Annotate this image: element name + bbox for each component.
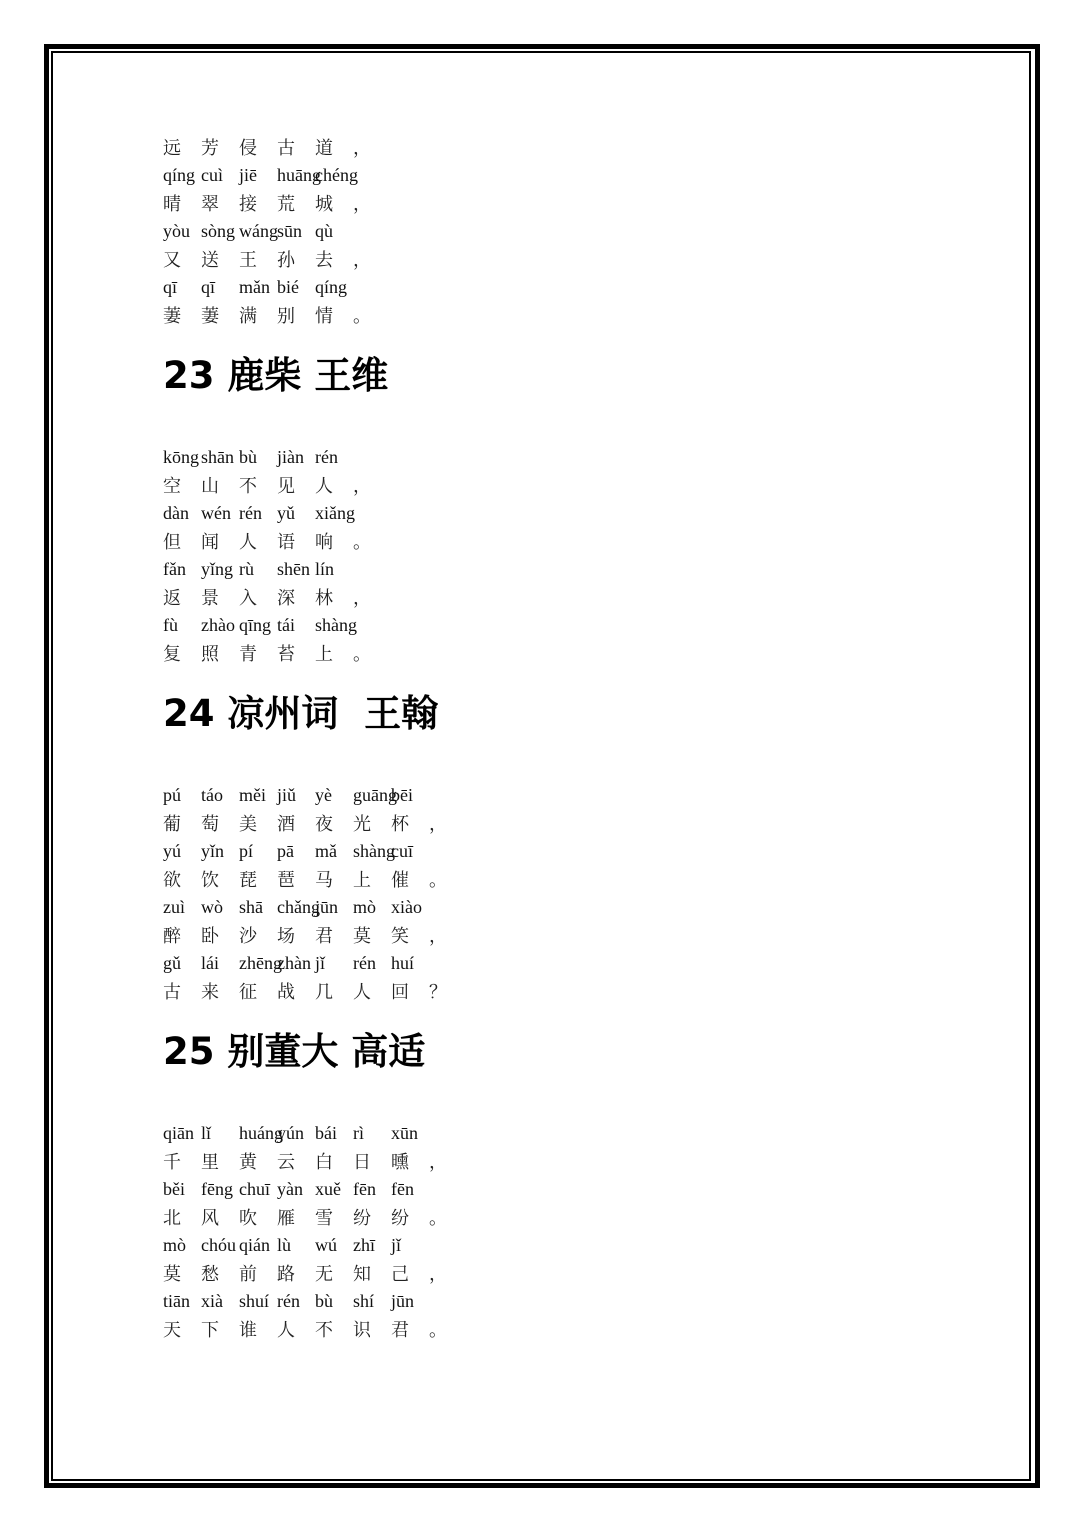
hanzi-char: 不 — [315, 1320, 333, 1341]
hanzi-char: 美 — [239, 814, 257, 835]
pinyin-line — [163, 555, 863, 583]
hanzi-char: 闻 — [201, 532, 219, 553]
hanzi-char: 北 — [163, 1208, 181, 1229]
pinyin-syllable: mǎn — [239, 276, 270, 297]
pinyin-syllable: chóu — [201, 1234, 236, 1255]
hanzi-line — [163, 583, 863, 611]
hanzi-char: ， — [429, 1264, 447, 1285]
pinyin-syllable: lù — [277, 1234, 292, 1255]
pinyin-syllable: guāng — [353, 784, 397, 805]
hanzi-line — [163, 977, 863, 1005]
pinyin-syllable: xià — [201, 1290, 223, 1311]
pinyin-syllable: wò — [201, 896, 223, 917]
pinyin-line — [163, 611, 863, 639]
hanzi-char: 但 — [163, 532, 181, 553]
pinyin-line — [163, 161, 863, 189]
hanzi-char: 林 — [315, 588, 333, 609]
hanzi-char: 战 — [277, 982, 295, 1003]
hanzi-char: 。 — [429, 1208, 447, 1229]
hanzi-char: 琵 — [239, 870, 257, 891]
pinyin-syllable: zhàn — [277, 952, 311, 973]
hanzi-char: 莫 — [163, 1264, 181, 1285]
hanzi-line — [163, 921, 863, 949]
hanzi-char: 照 — [201, 644, 219, 665]
pinyin-syllable: fù — [163, 614, 178, 635]
pinyin-syllable: sūn — [277, 220, 303, 241]
pinyin-syllable: qù — [315, 220, 333, 241]
pinyin-syllable: yǐn — [201, 840, 225, 861]
hanzi-char: 前 — [239, 1264, 257, 1285]
hanzi-char: 侵 — [239, 138, 257, 159]
hanzi-char: 愁 — [201, 1264, 219, 1285]
hanzi-char: 征 — [239, 982, 257, 1003]
hanzi-char: 醉 — [163, 926, 181, 947]
pinyin-syllable: qī — [163, 276, 178, 297]
pinyin-syllable: xiào — [391, 896, 422, 917]
hanzi-line — [163, 1259, 863, 1287]
hanzi-line — [163, 133, 863, 161]
hanzi-char: 接 — [239, 194, 257, 215]
hanzi-char: ， — [353, 250, 371, 271]
pinyin-line — [163, 781, 863, 809]
hanzi-char: ， — [429, 926, 447, 947]
hanzi-char: 。 — [353, 532, 371, 553]
pinyin-syllable: jūn — [391, 1290, 415, 1311]
hanzi-char: 古 — [163, 982, 181, 1003]
pinyin-syllable: rù — [239, 558, 254, 579]
poem-body — [163, 781, 863, 1005]
poem-title: 23 鹿柴 王维 — [163, 354, 389, 397]
hanzi-char: 黄 — [239, 1152, 257, 1173]
hanzi-char: 去 — [315, 250, 333, 271]
pinyin-syllable: fēn — [391, 1178, 414, 1199]
hanzi-char: 。 — [429, 870, 447, 891]
hanzi-line — [163, 809, 863, 837]
pinyin-line — [163, 499, 863, 527]
hanzi-char: 纷 — [353, 1208, 371, 1229]
hanzi-char: 君 — [315, 926, 333, 947]
hanzi-char: 光 — [353, 814, 371, 835]
hanzi-char: 沙 — [239, 926, 257, 947]
pinyin-syllable: zhēng — [239, 952, 282, 973]
hanzi-char: 云 — [277, 1152, 295, 1173]
hanzi-line — [163, 1315, 863, 1343]
hanzi-char: 返 — [163, 588, 181, 609]
pinyin-syllable: pā — [277, 840, 294, 861]
pinyin-syllable: jiē — [239, 164, 257, 185]
hanzi-char: 萋 — [201, 306, 219, 327]
pinyin-syllable: yú — [163, 840, 181, 861]
pinyin-syllable: kōng — [163, 446, 199, 467]
hanzi-char: 山 — [201, 476, 219, 497]
pinyin-syllable: měi — [239, 784, 266, 805]
pinyin-syllable: dàn — [163, 502, 189, 523]
hanzi-char: 琶 — [277, 870, 295, 891]
hanzi-line — [163, 527, 863, 555]
pinyin-syllable: chǎng — [277, 896, 320, 917]
pinyin-syllable: shàng — [315, 614, 357, 635]
poem-title: 25 别董大 高适 — [163, 1030, 426, 1073]
pinyin-syllable: yàn — [277, 1178, 303, 1199]
hanzi-char: 孙 — [277, 250, 295, 271]
hanzi-char: 送 — [201, 250, 219, 271]
pinyin-syllable: běi — [163, 1178, 185, 1199]
pinyin-syllable: xūn — [391, 1122, 418, 1143]
pinyin-line — [163, 217, 863, 245]
hanzi-char: 远 — [163, 138, 181, 159]
hanzi-char: 响 — [315, 532, 333, 553]
pinyin-syllable: jiǔ — [277, 784, 297, 805]
hanzi-char: 。 — [429, 1320, 447, 1341]
hanzi-char: 几 — [315, 982, 333, 1003]
pinyin-syllable: wén — [201, 502, 231, 523]
hanzi-char: 夜 — [315, 814, 333, 835]
hanzi-line — [163, 189, 863, 217]
pinyin-syllable: bù — [239, 446, 257, 467]
pinyin-syllable: jǐ — [315, 952, 326, 973]
hanzi-line — [163, 301, 863, 329]
pinyin-syllable: fēn — [353, 1178, 376, 1199]
pinyin-syllable: rén — [315, 446, 338, 467]
pinyin-syllable: lái — [201, 952, 219, 973]
hanzi-line — [163, 639, 863, 667]
pinyin-line — [163, 949, 863, 977]
pinyin-syllable: yè — [315, 784, 332, 805]
hanzi-char: 葡 — [163, 814, 181, 835]
pinyin-syllable: qī — [201, 276, 216, 297]
pinyin-syllable: shuí — [239, 1290, 270, 1311]
poem-body — [163, 443, 863, 667]
hanzi-char: 识 — [353, 1320, 371, 1341]
pinyin-syllable: táo — [201, 784, 223, 805]
hanzi-char: 入 — [239, 588, 257, 609]
pinyin-syllable: wáng — [239, 220, 278, 241]
hanzi-char: 无 — [315, 1264, 333, 1285]
hanzi-char: 翠 — [201, 194, 219, 215]
hanzi-char: 不 — [239, 476, 257, 497]
pinyin-syllable: wú — [315, 1234, 337, 1255]
hanzi-char: 谁 — [239, 1320, 257, 1341]
pinyin-syllable: rén — [353, 952, 376, 973]
pinyin-syllable: shí — [353, 1290, 375, 1311]
hanzi-char: 又 — [163, 250, 181, 271]
poem-content — [163, 133, 863, 1343]
pinyin-syllable: yún — [277, 1122, 304, 1143]
hanzi-char: 笑 — [391, 926, 409, 947]
hanzi-char: 萋 — [163, 306, 181, 327]
pinyin-line — [163, 1175, 863, 1203]
hanzi-char: 晴 — [163, 194, 181, 215]
hanzi-char: 白 — [315, 1152, 333, 1173]
pinyin-syllable: rén — [239, 502, 262, 523]
hanzi-char: 曛 — [391, 1152, 409, 1173]
hanzi-char: ， — [429, 814, 447, 835]
pinyin-syllable: qīng — [239, 614, 272, 635]
pinyin-syllable: pí — [239, 840, 254, 861]
hanzi-char: 天 — [163, 1320, 181, 1341]
pinyin-syllable: fǎn — [163, 558, 186, 579]
hanzi-char: ， — [353, 138, 371, 159]
pinyin-syllable: shān — [201, 446, 234, 467]
hanzi-line — [163, 1147, 863, 1175]
pinyin-syllable: cuì — [201, 164, 223, 185]
hanzi-char: 莫 — [353, 926, 371, 947]
poem-fragment — [163, 133, 863, 329]
hanzi-char: 苔 — [277, 644, 295, 665]
hanzi-char: 情 — [315, 306, 333, 327]
hanzi-char: 上 — [353, 870, 371, 891]
hanzi-char: 知 — [353, 1264, 371, 1285]
pinyin-line — [163, 273, 863, 301]
hanzi-char: ， — [353, 588, 371, 609]
pinyin-syllable: jiàn — [277, 446, 304, 467]
hanzi-char: 别 — [277, 306, 295, 327]
hanzi-char: 古 — [277, 138, 295, 159]
hanzi-char: 回 — [391, 982, 409, 1003]
pinyin-syllable: yòu — [163, 220, 190, 241]
pinyin-syllable: gǔ — [163, 952, 181, 973]
pinyin-syllable: tái — [277, 614, 295, 635]
pinyin-syllable: yǔ — [277, 502, 295, 523]
hanzi-char: 吹 — [239, 1208, 257, 1229]
pinyin-syllable: qíng — [315, 276, 348, 297]
hanzi-line — [163, 1203, 863, 1231]
pinyin-syllable: xuě — [315, 1178, 341, 1199]
pinyin-syllable: mò — [353, 896, 377, 917]
pinyin-line — [163, 837, 863, 865]
pinyin-syllable: fēng — [201, 1178, 233, 1199]
hanzi-char: 纷 — [391, 1208, 409, 1229]
hanzi-char: 下 — [201, 1320, 219, 1341]
pinyin-syllable: bēi — [391, 784, 413, 805]
hanzi-char: 日 — [353, 1152, 371, 1173]
hanzi-char: 见 — [277, 476, 295, 497]
hanzi-char: 欲 — [163, 870, 181, 891]
hanzi-char: 人 — [239, 532, 257, 553]
hanzi-char: 青 — [239, 644, 257, 665]
pinyin-syllable: bié — [277, 276, 299, 297]
pinyin-syllable: qiān — [163, 1122, 194, 1143]
hanzi-char: 景 — [201, 588, 219, 609]
pinyin-syllable: jūn — [315, 896, 339, 917]
pinyin-syllable: qián — [239, 1234, 270, 1255]
pinyin-syllable: bù — [315, 1290, 333, 1311]
hanzi-char: 满 — [239, 306, 257, 327]
pinyin-syllable: pú — [163, 784, 181, 805]
poem-body — [163, 1119, 863, 1343]
hanzi-char: 催 — [391, 870, 409, 891]
hanzi-char: 君 — [391, 1320, 409, 1341]
hanzi-line — [163, 245, 863, 273]
pinyin-syllable: shā — [239, 896, 263, 917]
hanzi-char: 风 — [201, 1208, 219, 1229]
hanzi-char: 。 — [353, 306, 371, 327]
hanzi-char: 复 — [163, 644, 181, 665]
hanzi-char: 里 — [201, 1152, 219, 1173]
hanzi-char: 语 — [277, 532, 295, 553]
pinyin-syllable: huāng — [277, 164, 321, 185]
pinyin-syllable: cuī — [391, 840, 413, 861]
hanzi-char: 人 — [277, 1320, 295, 1341]
pinyin-syllable: rì — [353, 1122, 364, 1143]
pinyin-syllable: yǐng — [201, 558, 234, 579]
hanzi-char: 上 — [315, 644, 333, 665]
pinyin-syllable: zhī — [353, 1234, 375, 1255]
pinyin-line — [163, 443, 863, 471]
pinyin-syllable: rén — [277, 1290, 300, 1311]
hanzi-char: 空 — [163, 476, 181, 497]
pinyin-syllable: chuī — [239, 1178, 270, 1199]
pinyin-syllable: chéng — [315, 164, 358, 185]
hanzi-char: ， — [353, 194, 371, 215]
hanzi-char: 道 — [315, 138, 333, 159]
pinyin-syllable: shēn — [277, 558, 310, 579]
pinyin-syllable: jǐ — [391, 1234, 402, 1255]
hanzi-char: ， — [429, 1152, 447, 1173]
hanzi-char: 王 — [239, 250, 257, 271]
hanzi-char: 芳 — [201, 138, 219, 159]
pinyin-line — [163, 1287, 863, 1315]
hanzi-char: 场 — [277, 926, 295, 947]
hanzi-char: 路 — [277, 1264, 295, 1285]
hanzi-char: 深 — [277, 588, 295, 609]
pinyin-syllable: huáng — [239, 1122, 283, 1143]
hanzi-char: 卧 — [201, 926, 219, 947]
hanzi-line — [163, 471, 863, 499]
hanzi-char: 马 — [315, 870, 333, 891]
pinyin-syllable: huí — [391, 952, 415, 973]
hanzi-char: 饮 — [201, 870, 219, 891]
pinyin-syllable: lín — [315, 558, 335, 579]
hanzi-char: 城 — [315, 194, 333, 215]
hanzi-char: 雁 — [277, 1208, 295, 1229]
pinyin-line — [163, 1231, 863, 1259]
hanzi-char: ， — [353, 476, 371, 497]
hanzi-char: ？ — [429, 982, 447, 1003]
hanzi-char: 千 — [163, 1152, 181, 1173]
pinyin-syllable: zhào — [201, 614, 235, 635]
hanzi-char: 来 — [201, 982, 219, 1003]
hanzi-char: 酒 — [277, 814, 295, 835]
pinyin-syllable: qíng — [163, 164, 196, 185]
hanzi-char: 杯 — [391, 814, 409, 835]
hanzi-char: 人 — [315, 476, 333, 497]
pinyin-syllable: mǎ — [315, 840, 337, 861]
hanzi-line — [163, 865, 863, 893]
hanzi-char: 。 — [353, 644, 371, 665]
pinyin-syllable: xiǎng — [315, 502, 355, 523]
hanzi-char: 雪 — [315, 1208, 333, 1229]
pinyin-syllable: zuì — [163, 896, 185, 917]
hanzi-char: 人 — [353, 982, 371, 1003]
pinyin-line — [163, 893, 863, 921]
pinyin-syllable: lǐ — [201, 1122, 212, 1143]
poem-title: 24 凉州词 王翰 — [163, 692, 439, 735]
pinyin-syllable: mò — [163, 1234, 187, 1255]
pinyin-line — [163, 1119, 863, 1147]
hanzi-char: 荒 — [277, 194, 295, 215]
pinyin-syllable: tiān — [163, 1290, 190, 1311]
hanzi-char: 己 — [391, 1264, 409, 1285]
pinyin-syllable: sòng — [201, 220, 236, 241]
hanzi-char: 萄 — [201, 814, 219, 835]
pinyin-syllable: shàng — [353, 840, 395, 861]
pinyin-syllable: bái — [315, 1122, 337, 1143]
